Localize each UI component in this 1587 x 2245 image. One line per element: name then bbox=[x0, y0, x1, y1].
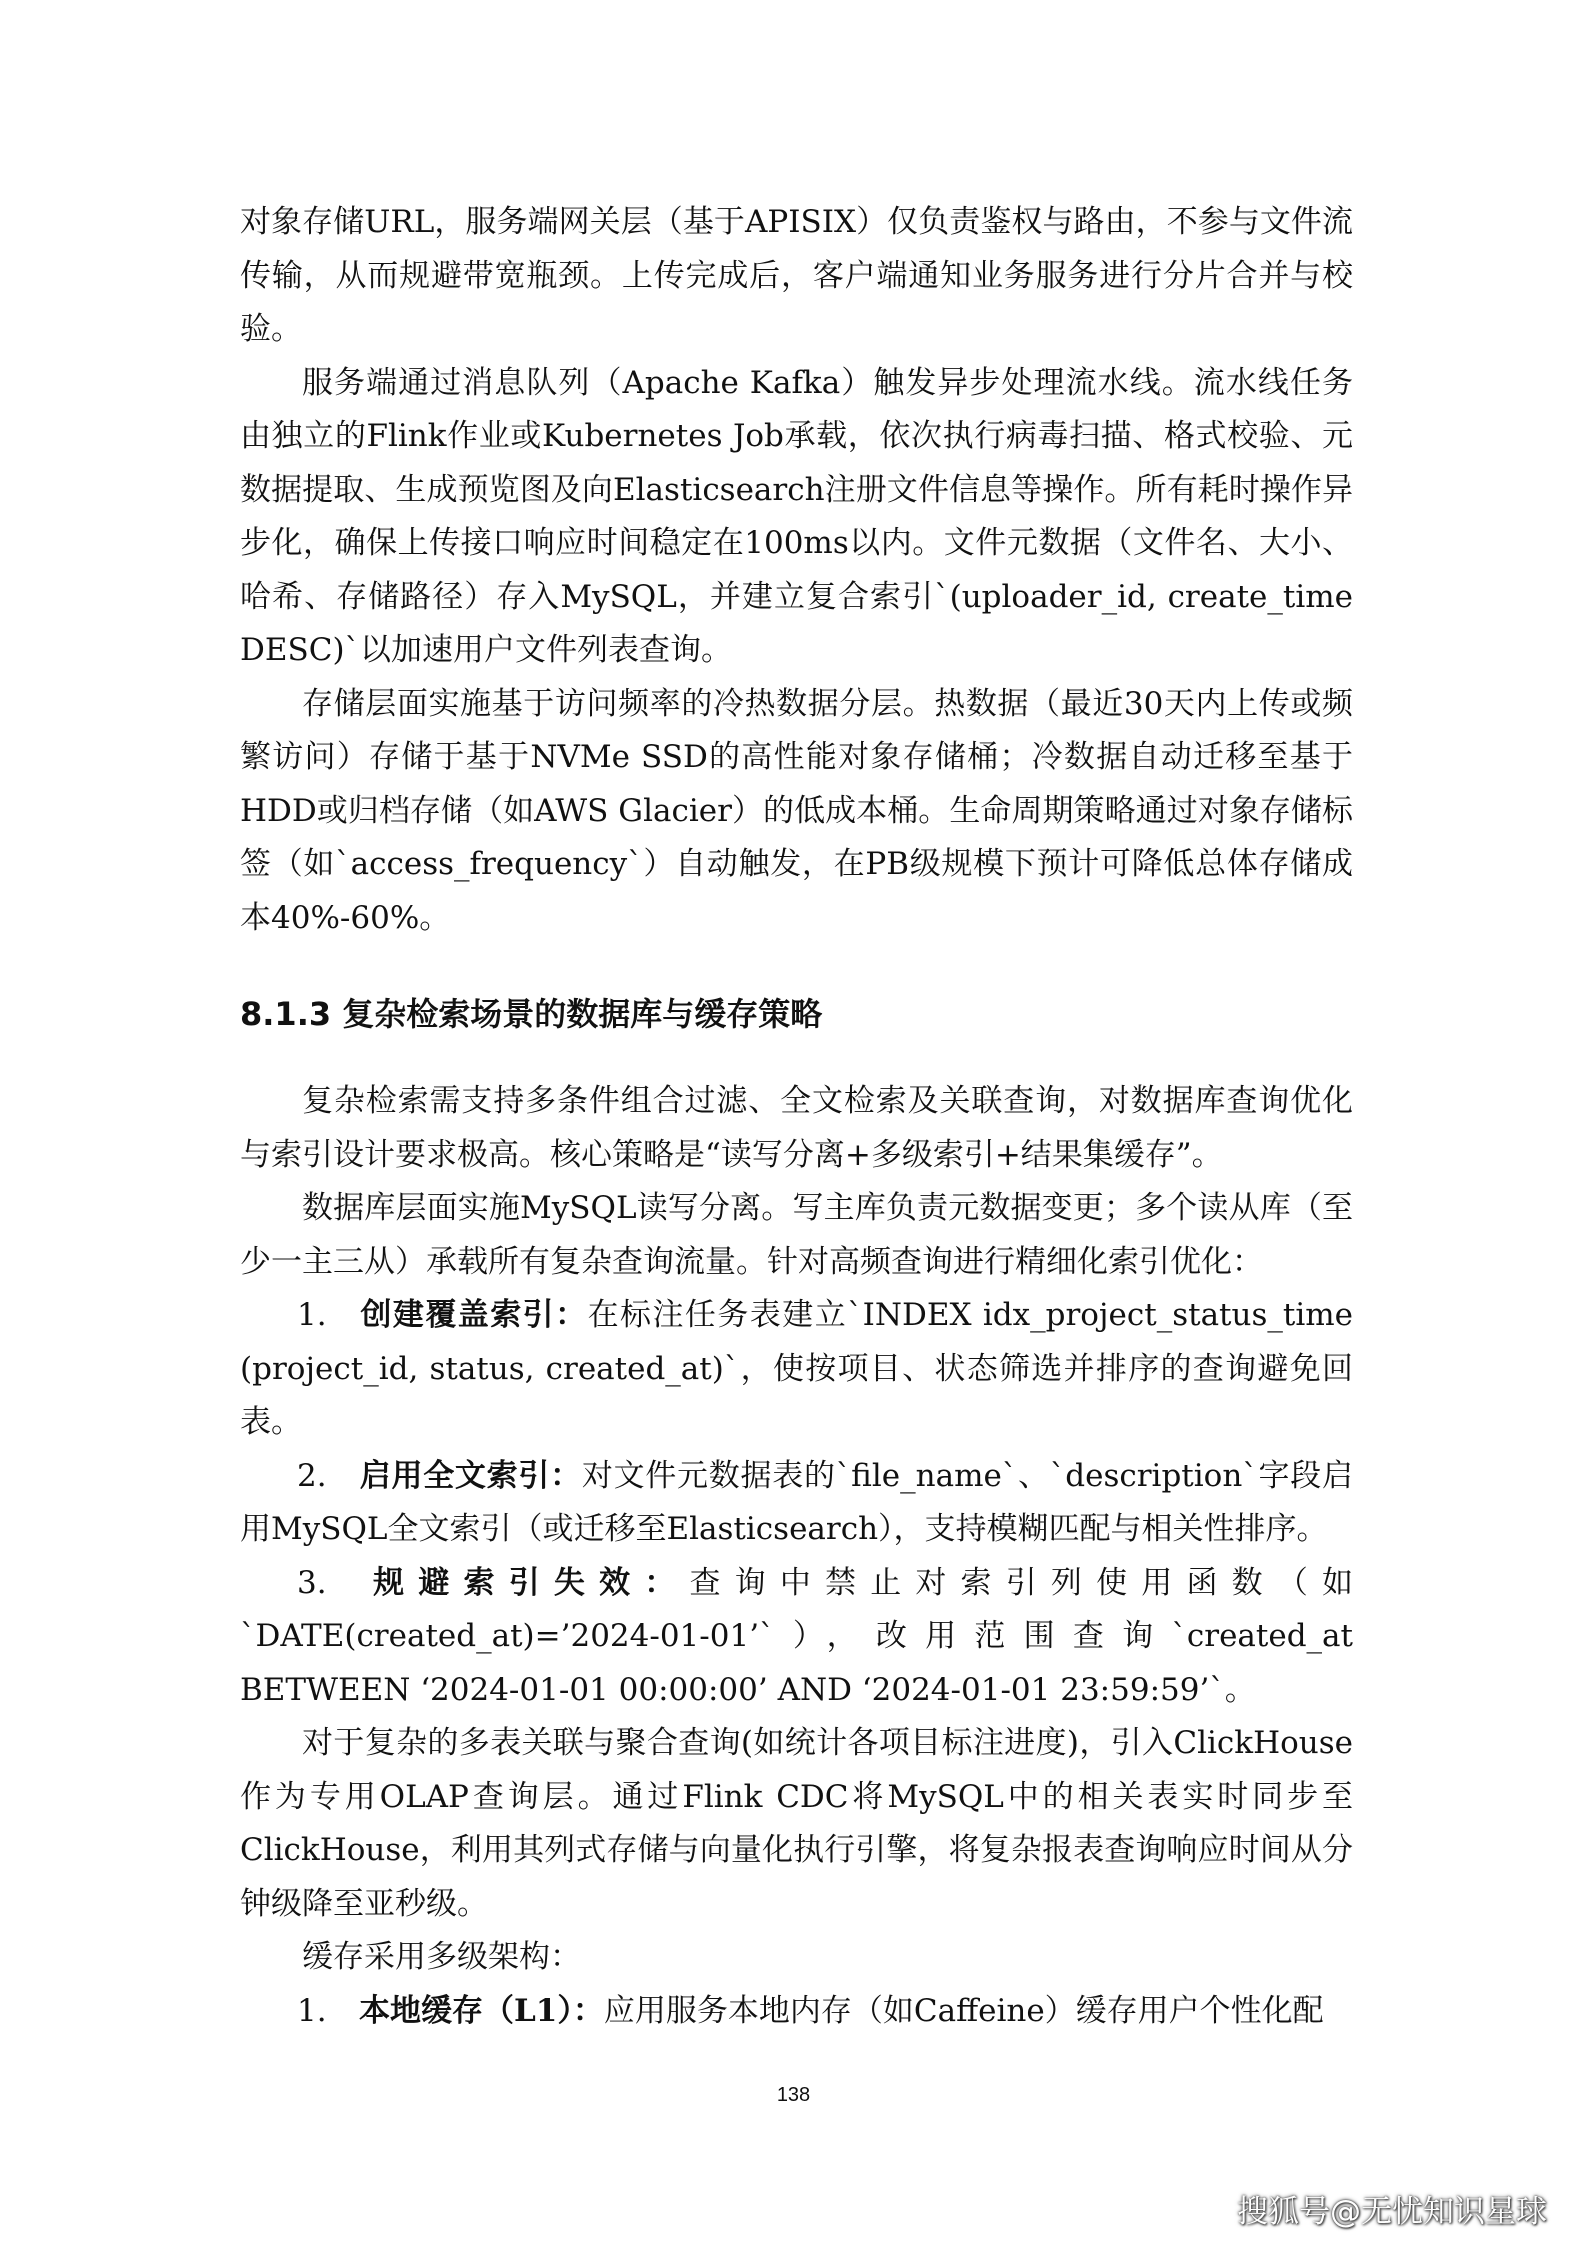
list-text: 在标注任务表建立`INDEX idx_project_status_time (project_id, status, created_at)`，使按项目、状态筛选并排序的查询避免回表。 bbox=[240, 1297, 1354, 1440]
section-number: 8.1.3 bbox=[240, 995, 332, 1033]
list-number: 2. bbox=[297, 1457, 327, 1494]
list-label: 规避索引失效： bbox=[359, 1564, 690, 1601]
list-number: 1. bbox=[297, 1297, 327, 1333]
list-item bbox=[240, 1557, 1353, 1718]
list-text: 对文件元数据表的`file_name`、`description`字段启用MySQL全文索引（或迁移至Elasticsearch），支持模糊匹配与相关性排序。 bbox=[240, 1457, 1353, 1547]
list-label: 启用全文索引： bbox=[359, 1457, 582, 1494]
paragraph: 对于复杂的多表关联与聚合查询(如统计各项目标注进度)，引入ClickHouse作为专用OLAP查询层。通过Flink CDC将MySQL中的相关表实时同步至ClickHouse，利用其列式存储与向量化执行引擎，将复杂报表查询响应时间从分钟级降至亚秒级。 bbox=[240, 1725, 1353, 1922]
paragraph: 存储层面实施基于访问频率的冷热数据分层。热数据（最近30天内上传或频繁访问）存储于基于NVMe SSD的高性能对象存储桶；冷数据自动迁移至基于HDD或归档存储（如AWS Glacier）的低成本桶。生命周期策略通过对象存储标签（如`access_frequency`）自动触发，在PB级规模下预计可降低总体存储成本40%-60%。 bbox=[240, 685, 1353, 936]
list-item bbox=[240, 1985, 1353, 2039]
section-title: 复杂检索场景的数据库与缓存策略 bbox=[342, 995, 823, 1033]
document-body bbox=[240, 196, 1353, 2038]
page-number: 138 bbox=[776, 2084, 811, 2106]
list-text: 查询中禁止对索引列使用函数（如`DATE(created_at)=’2024-01-01’`），改用范围查询`created_at BETWEEN ‘2024-01-01 00:00:00’ AND ‘2024-01-01 23:59:59’`。 bbox=[240, 1564, 1354, 1708]
paragraph: 复杂检索需支持多条件组合过滤、全文检索及关联查询，对数据库查询优化与索引设计要求极高。核心策略是“读写分离+多级索引+结果集缓存”。 bbox=[240, 1083, 1353, 1173]
list-item bbox=[240, 1450, 1353, 1557]
paragraph: 服务端通过消息队列（Apache Kafka）触发异步处理流水线。流水线任务由独立的Flink作业或Kubernetes Job承载，依次执行病毒扫描、格式校验、元数据提取、生成预览图及向Elasticsearch注册文件信息等操作。所有耗时操作异步化，确保上传接口响应时间稳定在100ms以内。文件元数据（文件名、大小、哈希、存储路径）存入MySQL，并建立复合索引`(uploader_id, create_time DESC)`以加速用户文件列表查询。 bbox=[240, 364, 1353, 668]
watermark: 搜狐号@无忧知识星球 bbox=[1237, 2194, 1547, 2230]
paragraph: 对象存储URL，服务端网关层（基于APISIX）仅负责鉴权与路由，不参与文件流传输，从而规避带宽瓶颈。上传完成后，客户端通知业务服务进行分片合并与校验。 bbox=[240, 204, 1353, 347]
list-number: 3. bbox=[297, 1564, 327, 1601]
paragraph: 缓存采用多级架构： bbox=[302, 1939, 581, 1975]
section-heading bbox=[240, 989, 1353, 1039]
list-item bbox=[240, 1289, 1353, 1450]
list-label: 创建覆盖索引： bbox=[359, 1297, 588, 1333]
list-number: 1. bbox=[297, 1992, 327, 2029]
list-text: 应用服务本地内存（如Caffeine）缓存用户个性化配 bbox=[603, 1992, 1324, 2029]
list-label: 本地缓存（L1）： bbox=[359, 1992, 604, 2029]
paragraph: 数据库层面实施MySQL读写分离。写主库负责元数据变更；多个读从库（至少一主三从）承载所有复杂查询流量。针对高频查询进行精细化索引优化： bbox=[240, 1190, 1353, 1280]
